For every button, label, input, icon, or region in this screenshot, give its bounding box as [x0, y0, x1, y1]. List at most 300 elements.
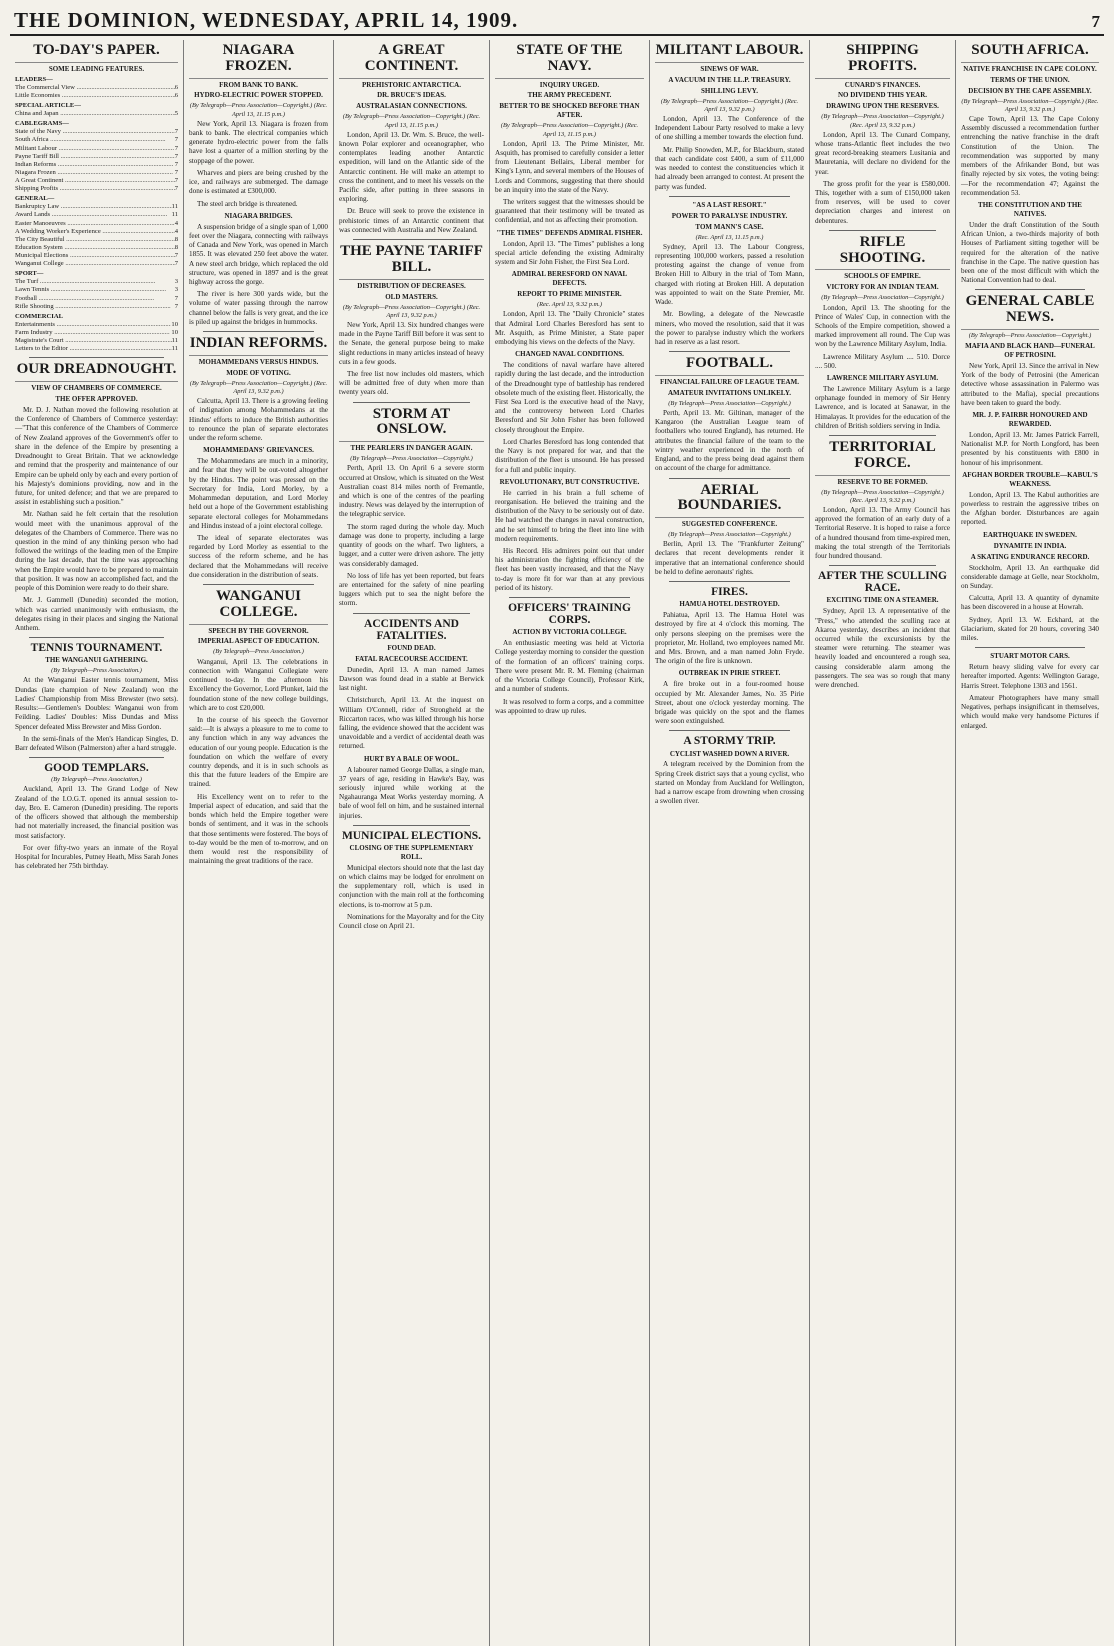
divider	[353, 239, 470, 240]
state-of-navy-subheading: INQUIRY URGED.	[539, 80, 600, 89]
paragraph: London, April 13. Dr. Wm. S. Bruce, the well-known Polar explorer and oceanographer, who contemplates leading another Antarctic expedition, will land on the Atlantic side of the Antarctic continent. He will make an attempt to cross the continent, and to meet his vessels on the Pacific side, after putting in three seasons in exploring.	[339, 130, 484, 204]
contents-entry-page: 8	[174, 235, 178, 243]
payne-tariff-subheading-2: OLD MASTERS.	[385, 292, 438, 301]
paragraph: An enthusiastic meeting was held at Victoria College yesterday morning to consider the question of the formation of an officers' training corps. There were present Mr. R. M. Fleming (chairman of the Victoria College Council), Professor Kirk, and a number of students.	[495, 639, 644, 694]
beresford-body	[495, 310, 644, 347]
accidents-subheading-2: FATAL RACECOURSE ACCIDENT.	[355, 654, 468, 663]
militant-labour-byline: (By Telegraph—Press Association—Copyright.) (Rec. April 13, 9.32 p.m.)	[660, 97, 799, 113]
contents-entry	[15, 128, 178, 136]
last-resort-subheading-2: POWER TO PARALYSE INDUSTRY.	[671, 211, 788, 220]
contents-entry-title: China and Japan .....	[15, 110, 175, 118]
wanganui-college-heading: WANGANUI COLLEGE.	[189, 589, 328, 625]
contents-entry-page: 7	[174, 136, 178, 144]
paragraph: Stockholm, April 13. An earthquake did considerable damage at Gelle, near Stockholm, on Sunday.	[961, 563, 1099, 590]
contents-category: GENERAL—	[15, 195, 55, 203]
divider	[669, 581, 790, 582]
south-africa-subheading-3: DECISION BY THE CAPE ASSEMBLY.	[968, 86, 1092, 95]
contents-entry-page: 3	[174, 278, 178, 286]
dreadnought-subheading-2: THE OFFER APPROVED.	[55, 395, 138, 404]
sculling-race-heading: AFTER THE SCULLING RACE.	[818, 570, 947, 595]
paragraph: A suspension bridge of a single span of 1,000 feet over the Niagara, connecting with railways of Canada and New York, was opened in March 1855. It was elevated 250 feet above the water. A new steel arch bridge, which replaced the old structure, was opened in 1897 and is the great highway across the gorge.	[189, 222, 328, 287]
column-2	[184, 40, 334, 1646]
paragraph: Dunedin, April 13. A man named James Dawson was found dead in a stable at Berwick last night.	[339, 665, 484, 693]
south-africa-subheading-2: TERMS OF THE UNION.	[990, 75, 1070, 84]
contents-entry-page: 4	[174, 219, 178, 227]
contents-entry-title: Indian Reforms .....	[15, 161, 175, 169]
contents-entry-page: 10	[171, 320, 178, 328]
south-africa-byline: (By Telegraph—Press Association—Copyright.) (Rec. April 13, 9.32 p.m.)	[961, 97, 1099, 113]
leading-features-subheading: SOME LEADING FEATURES.	[48, 64, 145, 73]
contents-entry-title: Lawn Tennis .....	[15, 286, 175, 294]
paragraph: The Lawrence Military Asylum is a large orphanage founded in memory of Sir Henry Lawrence, and is located at Sanawar, in the Himalayas. It provides for the education of the children of British soldiers serving in India.	[815, 385, 950, 430]
paragraph: Lord Charles Beresford has long contended that the Navy is not prepared for war, and that the distribution of the fleet is unsound. He has pressed for a full and public inquiry.	[495, 437, 644, 474]
paragraph: Mr. Philip Snowden, M.P., for Blackburn, stated that each candidate cost £400, a sum of £11,000 was needed to contest the constituencies which it had already been arranged to contest. At present the party was funded.	[655, 145, 804, 191]
cable-news-heading: GENERAL CABLE NEWS.	[961, 294, 1099, 330]
changed-conditions-subheading: CHANGED NAVAL CONDITIONS.	[515, 350, 624, 359]
paragraph: Wharves and piers are being crushed by the ice, and railways are submerged. The damage done is estimated at £300,000.	[189, 168, 328, 196]
mohammedans-grievances-subheading: MOHAMMEDANS' GRIEVANCES.	[203, 446, 314, 455]
paragraph: The writers suggest that the witnesses should be guaranteed that their testimony will be treated as confidential, and not as affecting their promotion.	[495, 198, 644, 225]
contents-entry-page: 11	[171, 203, 178, 211]
territorial-force-subheading: RESERVE TO BE FORMED.	[837, 477, 928, 486]
contents-entry-page: 7	[174, 185, 178, 193]
paragraph: For over fifty-two years an inmate of the Royal Hospital for Incurables, Putney Heath, Miss Sarah Jones has celebrated her 75th birthday.	[15, 843, 178, 871]
paragraph: The steel arch bridge is threatened.	[197, 199, 298, 208]
paragraph: Calcutta, April 13. There is a growing feeling of indignation among Mohammedans at the Hindus' efforts to induce the British authorities to renounce the plan of separate electorates under the reform scheme.	[189, 397, 328, 443]
paragraph: Cape Town, April 13. The Cape Colony Assembly discussed a recommendation further entrenching the native franchise in the draft Constitution of the Union. The recommendation was supported by many members of the Afrikander Bond, but was finally rejected by six votes, the voting being:—For the recommendation 47; Against the recommendation 53.	[961, 114, 1099, 197]
paragraph: London, April 13. The Cunard Company, whose trans-Atlantic fleet includes the two great record-breaking steamers Lusitania and Mauretania, will declare no dividend for the year.	[815, 130, 950, 176]
column-5	[650, 40, 810, 1646]
last-resort-byline: (Rec. April 13, 11.15 p.m.)	[695, 233, 764, 241]
contents-entry-page: 6	[174, 83, 178, 91]
shipping-profits-subheading: CUNARD'S FINANCES.	[844, 80, 921, 89]
niagara-body	[189, 120, 328, 209]
column-7	[956, 40, 1104, 1646]
bale-of-wool-body	[339, 766, 484, 821]
contents-category: SPORT—	[15, 270, 44, 278]
football-body	[655, 409, 804, 474]
payne-tariff-heading: THE PAYNE TARIFF BILL.	[339, 244, 484, 280]
advert-heading: STUART MOTOR CARS.	[990, 652, 1070, 661]
shipping-profits-body	[815, 131, 950, 226]
misc-news-body	[961, 564, 1099, 644]
contents-entry	[15, 329, 178, 337]
paragraph: Dr. Bruce will seek to prove the existence in prehistoric times of an Antarctic continent that was connected with Australia and New Zealand.	[339, 207, 484, 234]
contents-entry-title: Easter Manoeuvres .....	[15, 220, 175, 228]
good-templars-body	[15, 785, 178, 871]
stormy-trip-heading: A STORMY TRIP.	[683, 735, 776, 748]
contents-entry-page: 8	[174, 243, 178, 251]
paragraph: The river is here 300 yards wide, but the volume of water passing through the narrow channel below the falls is very great, and the ice is piled up against the bridges in hummocks.	[189, 290, 328, 326]
paragraph: London, April 13. The "Daily Chronicle" states that Admiral Lord Charles Beresford has sent to Mr. Asquith, as Prime Minister, a State paper embodying his views on the defects of the Navy.	[495, 310, 644, 346]
storm-onslow-byline: (By Telegraph—Press Association—Copyright.)	[350, 455, 473, 463]
paragraph: In the course of his speech the Governor said:—It is always a pleasure to me to come to any function which in any way advances the education of our young people. Education is the foundation on which the welfare of every country depends, and it is in such schools as this that the future leaders of the Empire are trained.	[189, 715, 328, 789]
divider	[829, 435, 936, 436]
contents-entry	[15, 286, 178, 294]
indian-reforms-subheading: MOHAMMEDANS VERSUS HINDUS.	[198, 357, 319, 366]
divider	[669, 196, 790, 197]
contents-entry-page: 10	[171, 328, 178, 336]
contents-entry	[15, 295, 178, 303]
paragraph: At the Wanganui Easter tennis tournament, Miss Dundas (late champion of New Zealand) won the Ladies' Championship from Miss Brewster (two sets). Results:—Gentlemen's Doubles: Wanganui won from Feilding. Ladies' Doubles: Miss Dundas and Miss Spencer defeated Miss Brewster and Miss Gordon.	[15, 676, 178, 731]
paragraph: London, April 13. The shooting for the Prince of Wales' Cup, in connection with the Schools of the Empire competition, showed a marked improvement all round. The Cup was won by the Lawrence Military Asylum, India.	[815, 303, 950, 349]
accidents-subheading: FOUND DEAD.	[387, 643, 436, 652]
south-africa-heading: SOUTH AFRICA.	[961, 43, 1099, 63]
contents-entry-page: 11	[171, 211, 178, 219]
south-africa-body	[961, 115, 1099, 198]
divider	[829, 565, 936, 566]
paragraph: Mr. Bowling, a delegate of the Newcastle miners, who moved the resolution, said that it was the power to paralyse industry which the workers had in reserve as a last resort.	[655, 310, 804, 346]
contents-entry	[15, 177, 178, 185]
paragraph: Return heavy sliding valve for every car hereafter imported. Agents: Wellington Garage, Harris Street. Telephone 1303 and 1561.	[961, 663, 1099, 690]
paragraph: Perth, April 13. On April 6 a severe storm occurred at Onslow, which is situated on the West Australian coast 814 miles north of Fremantle, and which is one of the centres of the pearling industry. News was delayed by the interruption of the telegraphic service.	[339, 464, 484, 519]
paragraph: London, April 13. Mr. James Patrick Farrell, Nationalist M.P. for North Longford, has been presented by his constituents with £800 in honour of his imprisonment.	[961, 430, 1099, 467]
contents-entry-title: The Commercial View .....	[15, 84, 175, 92]
contents-entry	[15, 153, 178, 161]
contents-entry-title: Payne Tariff Bill .....	[15, 153, 175, 161]
constitution-natives-subheading: THE CONSTITUTION AND THE NATIVES.	[978, 200, 1082, 218]
territorial-force-byline: (By Telegraph—Press Association—Copyright.) (Rec. April 13, 9.32 p.m.)	[821, 488, 944, 504]
divider	[203, 331, 314, 332]
militant-labour-subheading: SINEWS OF WAR.	[700, 64, 759, 73]
contents-entry-title: State of the Navy .....	[15, 128, 175, 136]
great-continent-byline: (By Telegraph—Press Association—Copyright.) (Rec. April 13, 11.15 p.m.)	[342, 113, 481, 129]
good-templars-heading: GOOD TEMPLARS.	[44, 762, 149, 775]
beresford-subheading-2: REPORT TO PRIME MINISTER.	[517, 290, 622, 299]
beresford-byline: (Rec. April 13, 9.32 p.m.)	[536, 301, 603, 309]
paragraph: Nominations for the Mayoralty and for the City Council close on April 21.	[339, 912, 484, 931]
paragraph: Municipal electors should note that the last day on which claims may be lodged for enrolment on the supplementary roll, which is used in conjunction with the main roll at the forthcoming elections, is to-morrow at 5 p.m.	[339, 863, 484, 909]
payne-tariff-subheading: DISTRIBUTION OF DECREASES.	[357, 281, 466, 290]
football-byline: (By Telegraph—Press Association—Copyright.)	[668, 399, 791, 407]
paragraph: Under the draft Constitution of the South African Union, a two-thirds majority of both Houses of Parliament sitting together will be required for the alteration of the native franchise in the Cape. The native question has been one of the most difficult with which the National Convention had to deal.	[961, 220, 1099, 285]
contents-entry	[15, 220, 178, 228]
contents-entry	[15, 303, 178, 311]
south-africa-subheading: NATIVE FRANCHISE IN CAPE COLONY.	[963, 64, 1097, 73]
indian-reforms-heading: INDIAN REFORMS.	[189, 336, 328, 356]
columns	[10, 40, 1104, 1646]
paragraph: Calcutta, April 13. A quantity of dynamite has been discovered in a house at Howrah.	[961, 594, 1099, 612]
paragraph: London, April 13. The Army Council has approved the formation of an early duty of a Territorial Reserve. It is hoped to raise a force of a hundred thousand from time-expired men, making the total strength of the Territorials four hundred thousand.	[815, 505, 950, 561]
contents-entry-page: 7	[174, 294, 178, 302]
divider	[353, 402, 470, 403]
contents-entry	[15, 260, 178, 268]
contents-entry-page: 5	[174, 110, 178, 118]
state-of-navy-subheading-3: BETTER TO BE SHOCKED BEFORE THAN AFTER.	[499, 102, 640, 120]
contents-entry-title: Shipping Profits .....	[15, 185, 175, 193]
paragraph: No loss of life has yet been reported, but fears are entertained for the safety of nine pearling luggers which put to sea the night before the storm.	[339, 571, 484, 608]
contents-entry	[15, 228, 178, 236]
contents-entry-page: 7	[174, 144, 178, 152]
contents-entry-title: Award Lands .....	[15, 211, 172, 219]
paragraph: The ideal of separate electorates was regarded by Lord Morley as essential to the success of the reform scheme, and he has declared that the Mohammedans will receive due consideration in the distribution of seats.	[189, 533, 328, 579]
afghan-body	[961, 491, 1099, 528]
contents-entry	[15, 236, 178, 244]
last-resort-body	[655, 243, 804, 347]
skating-subheading: A SKATING ENDURANCE RECORD.	[970, 552, 1090, 561]
farrell-subheading: MR. J. P. FAIRBR HONOURED AND REWARDED.	[972, 411, 1088, 429]
stormy-trip-body	[655, 760, 804, 806]
mafia-subheading: MAFIA AND BLACK HAND—FUNERAL OF PETROSINI.	[965, 342, 1095, 360]
state-of-navy-subheading-2: THE ARMY PRECEDENT.	[527, 91, 612, 100]
masthead	[10, 8, 1104, 36]
paragraph: The gross profit for the year is £580,000. This, together with a sum of £150,000 taken from reserves, will be used to cover depreciation charges and interest on debentures.	[815, 179, 950, 225]
contents-category: LEADERS—	[15, 75, 53, 83]
mafia-body	[961, 362, 1099, 408]
municipal-elections-body	[339, 864, 484, 932]
state-of-navy-body	[495, 140, 644, 226]
paragraph: London, April 13. The Prime Minister, Mr. Asquith, has promised to carefully consider a letter from Lieutenant Bellairs, Liberal member for King's Lynn, and several members of the Houses of Lords and Commons, suggesting that there should be an inquiry into the state of the Navy.	[495, 139, 644, 194]
municipal-elections-heading: MUNICIPAL ELECTIONS.	[341, 829, 482, 842]
contents-entry-page: 6	[174, 91, 178, 99]
paragraph: Mr. Nathan said he felt certain that the resolution would meet with the unanimous approval of the delegates of the Chambers of Commerce. There was no question in the mind of any thinking person who had followed the writings of the leading men of the Empire during the last decade, that the time was approaching when the Empire would have to be prepared to maintain that position. It was now an accomplished fact, and the people of this Dominion were ready to do their share.	[15, 510, 178, 593]
contents-entry-title: Magistrate's Court .....	[15, 337, 172, 345]
accidents-body	[339, 666, 484, 752]
divider	[669, 730, 790, 731]
divider	[29, 637, 164, 638]
changed-conditions-body	[495, 361, 644, 475]
contents-entry-title: Militant Labour .....	[15, 145, 175, 153]
contents-entry-page: 4	[174, 227, 178, 235]
paragraph: A labourer named George Dallas, a single man, 37 years of age, residing in Hawke's Bay, was seriously injured while working at the Ngahauranga Meat Works yesterday morning. A bale of wool fell on him, and he sustained internal injuries.	[339, 765, 484, 820]
contents-entry-title: Rifle Shooting .....	[15, 303, 175, 311]
times-defends-body	[495, 240, 644, 268]
niagara-subheading-2: HYDRO-ELECTRIC POWER STOPPED.	[194, 91, 323, 100]
fires-heading: FIRES.	[711, 586, 748, 599]
officers-training-body	[495, 639, 644, 716]
divider	[975, 647, 1085, 648]
divider	[975, 289, 1085, 290]
times-defends-subheading: "THE TIMES" DEFENDS ADMIRAL FISHER.	[496, 228, 643, 237]
territorial-force-body	[815, 506, 950, 561]
paragraph: Lawrence Military Asylum .... 510. Dorce .... 500.	[815, 352, 950, 370]
paragraph: Sydney, April 13. A representative of the "Press," who attended the sculling race at Akaroa yesterday, describes an incident that occurred while the excursionists by the steamer were returning. The steamer was heavily loaded and encountered a rough sea, causing considerable alarm among the passengers. The sea was so rough that many were drenched.	[815, 607, 950, 690]
paragraph: Mr. J. Gammell (Dunedin) seconded the motion, which was carried unanimously with enthusiasm, the delegates rising in their places and singing the National Anthem.	[15, 596, 178, 632]
contents-entry	[15, 278, 178, 286]
indian-reforms-body	[189, 397, 328, 443]
contents-entry	[15, 136, 178, 144]
advert-body	[961, 663, 1099, 731]
masthead-title: THE DOMINION, WEDNESDAY, APRIL 14, 1909.	[14, 8, 519, 32]
paragraph: Perth, April 13. Mr. Giltinan, manager of the Kangaroo (the Australian League team of footballers who toured England), has returned. He attributes the financial failure of the team to the wintry weather experienced in the north of England, and to the press being dead against them on account of the charge for admittance.	[655, 409, 804, 473]
contents-entry	[15, 203, 178, 211]
niagara-subheading: FROM BANK TO BANK.	[219, 80, 298, 89]
contents-entry-page: 7	[174, 260, 178, 268]
contents-category: SPECIAL ARTICLE—	[15, 102, 81, 110]
contents-entry-page: 11	[171, 345, 178, 353]
rifle-shooting-subheading: SCHOOLS OF EMPIRE.	[844, 272, 921, 281]
paragraph: Mr. D. J. Nathan moved the following resolution at the Conference of Chambers of Commerce yesterday:—"That this conference of the Chambers of Commerce of New Zealand approves of the Government's offer to share in the defence of the Empire by presenting a Dreadnought to Great Britain. That we acknowledge and remind that the prosperity and maintenance of our Empire can be upheld only by each and every portion of his Majesty's dominions providing, now and in the future, for united defence; and that we are prepared to assist in establishing such a position."	[15, 405, 178, 507]
aerial-boundaries-subheading: SUGGESTED CONFERENCE.	[681, 520, 778, 529]
contents-entry-page: 3	[174, 286, 178, 294]
contents-entry-title: A Great Continent .....	[15, 177, 175, 185]
contents-entry-page: 7	[174, 177, 178, 185]
paragraph: London, April 13. The Conference of the Independent Labour Party resolved to make a levy of one shilling a member towards the election fund.	[655, 114, 804, 142]
football-subheading-2: AMATEUR INVITATIONS UNLIKELY.	[668, 388, 791, 397]
shipping-profits-subheading-2: NO DIVIDEND THIS YEAR.	[837, 91, 928, 100]
paragraph: Sydney, April 13. The Labour Congress, representing 100,000 workers, passed a resolution protesting against the change of venue from Broken Hill to Albury in the trial of Tom Mann, charged with rioting at Broken Hill. A deputation was appointed to wait on the State Premier, Mr. Wade.	[655, 242, 804, 307]
last-resort-subheading: "AS A LAST RESORT."	[692, 200, 767, 209]
contents-entry-page: 7	[174, 252, 178, 259]
contents-list	[15, 76, 178, 354]
contents-entry-title: Farm Industry .....	[15, 329, 171, 337]
contents-entry	[15, 84, 178, 92]
revolutionary-body	[495, 489, 644, 593]
paragraph: In the semi-finals of the Men's Handicap Singles, D. Barr defeated Wilson (Palmerston) after a hard struggle.	[15, 734, 178, 752]
divider	[669, 478, 790, 479]
niagara-bridges-body	[189, 223, 328, 327]
militant-labour-heading: MILITANT LABOUR.	[655, 43, 804, 63]
contents-entry	[15, 110, 178, 118]
contents-entry	[15, 211, 178, 219]
paragraph: The conditions of naval warfare have altered rapidly during the last decade, and the introduction of the Dreadnought type of battleship has rendered obsolete much of the existing fleet. Historically, the First Sea Lord is the executive head of the Navy, and the controversy between Lord Charles Beresford and Sir John Fisher has been followed closely throughout the Empire.	[495, 361, 644, 434]
paragraph: A fire broke out in a four-roomed house occupied by Mr. Alexander James, No. 35 Pirie Street, about one o'clock yesterday morning. The brigade was quickly on the spot and the flames were soon extinguished.	[655, 680, 804, 726]
farrell-body	[961, 431, 1099, 468]
tennis-body	[15, 676, 178, 753]
divider	[203, 584, 314, 585]
accidents-heading: ACCIDENTS AND FATALITIES.	[364, 617, 459, 642]
pirie-street-subheading: OUTBREAK IN PIRIE STREET.	[678, 669, 781, 678]
contents-entry	[15, 244, 178, 252]
paragraph: Christchurch, April 13. At the inquest on William O'Connell, rider of Strongheld at the Riccarton races, who was killed through his horse falling, the evidence showed that the accident was unavoidable and a verdict of accidental death was returned.	[339, 696, 484, 751]
divider	[829, 230, 936, 231]
paragraph: New York, April 13. Since the arrival in New York of the body of Petrosini (the American detective whose assassination in Palermo was attributed to the Mafia), special precautions have been taken to guard the body.	[961, 361, 1099, 407]
contents-entry	[15, 252, 178, 260]
paragraph: Sydney, April 13. W. Eckhard, at the Glaciarium, skated for 20 hours, covering 340 miles.	[961, 615, 1099, 643]
contents-entry	[15, 161, 178, 169]
paragraph: His Record. His admirers point out that under his administration the fighting efficiency of the fleet has been vastly increased, and that the Navy to-day is more fit for war than at any previous period of its history.	[495, 547, 644, 592]
state-of-navy-heading: STATE OF THE NAVY.	[495, 43, 644, 79]
contents-entry-page: 7	[174, 152, 178, 160]
last-resort-subheading-3: TOM MANN'S CASE.	[695, 222, 764, 231]
militant-labour-subheading-3: SHILLING LEVY.	[701, 86, 758, 95]
paragraph: Wanganui, April 13. The celebrations in connection with Wanganui Collegiate were continued to-day. In the afternoon his Excellency the Governor, Lord Plunket, laid the foundation stone of the new college buildings, which are to cost £20,000.	[189, 657, 328, 712]
paragraph: London, April 13. The Kabul authorities are powerless to restrain the aggressive tribes on the Afghan border. Disturbances are again reported.	[961, 490, 1099, 527]
indian-reforms-subheading-2: MODE OF VOTING.	[226, 368, 291, 377]
pirie-street-body	[655, 680, 804, 726]
contents-entry	[15, 337, 178, 345]
dreadnought-subheading: VIEW OF CHAMBERS OF COMMERCE.	[31, 384, 162, 393]
column-3	[334, 40, 490, 1646]
contents-entry-title: Education System .....	[15, 244, 175, 252]
wanganui-college-byline: (By Telegraph—Press Association.)	[213, 648, 304, 656]
contents-entry-title: Little Economies .....	[15, 92, 175, 100]
contents-entry-page: 11	[171, 337, 178, 345]
great-continent-body	[339, 131, 484, 235]
paragraph: His Excellency went on to refer to the Imperial aspect of education, and said that the bonds which held the Empire together were bonds of sentiment, and it was in the schools that those sentiments were fostered. The boys of to-day would be the men of to-morrow, and on them would rest the responsibility of maintaining the great traditions of the race.	[189, 792, 328, 866]
tennis-heading: TENNIS TOURNAMENT.	[30, 642, 163, 655]
fires-subheading: HAMUA HOTEL DESTROYED.	[679, 600, 780, 609]
sculling-race-body	[815, 607, 950, 690]
contents-entry-page: 7	[174, 168, 178, 176]
militant-labour-subheading-2: A VACUUM IN THE I.L.P. TREASURY.	[668, 75, 791, 84]
divider	[669, 351, 790, 352]
rifle-shooting-byline: (By Telegraph—Press Association—Copyright.)	[821, 294, 944, 302]
niagara-heading: NIAGARA FROZEN.	[189, 43, 328, 79]
contents-entry-title: Bankruptcy Law .....	[15, 203, 172, 211]
paragraph: The storm raged during the whole day. Much damage was done to property, including a large quantity of goods on the wharf. Two lighters, a lugger, and a cutter were driven ashore. The jetty was considerably damaged.	[339, 522, 484, 568]
dreadnought-heading: OUR DREADNOUGHT.	[15, 362, 178, 382]
lawrence-asylum-subheading: LAWRENCE MILITARY ASYLUM.	[826, 374, 939, 383]
tennis-byline: (By Telegraph—Press Association.)	[51, 667, 142, 675]
shipping-profits-subheading-3: DRAWING UPON THE RESERVES.	[826, 102, 939, 111]
wanganui-college-subheading: SPEECH BY THE GOVERNOR.	[208, 626, 309, 635]
football-subheading: FINANCIAL FAILURE OF LEAGUE TEAM.	[660, 377, 799, 386]
aerial-boundaries-body	[655, 540, 804, 577]
storm-onslow-heading: STORM AT ONSLOW.	[339, 407, 484, 443]
contents-entry-title: Niagara Frozen .....	[15, 169, 175, 177]
paragraph: The Mohammedans are much in a minority, and fear that they will be out-voted altogether by the Hindus. The point was pressed on the Secretary for India, Lord Morley, by a Mohammedan deputation, and Lord Morley held out a hope of the Government establishing separate electoral colleges for Mohammedans and Hindus instead of a joint electoral college.	[189, 457, 328, 530]
contents-entry-title: Letters to the Editor .....	[15, 345, 172, 353]
contents-entry-title: A Wedding Worker's Experience .....	[15, 228, 175, 236]
contents-entry-title: Municipal Elections .....	[15, 252, 175, 260]
niagara-byline: (By Telegraph—Press Association—Copyright.) (Rec. April 13, 11.15 p.m.)	[189, 102, 328, 118]
fires-body	[655, 611, 804, 666]
storm-onslow-subheading: THE PEARLERS IN DANGER AGAIN.	[350, 444, 473, 453]
contents-entry	[15, 321, 178, 329]
afghan-subheading: AFGHAN BORDER TROUBLE—KABUL'S WEAKNESS.	[962, 470, 1098, 488]
revolutionary-subheading: REVOLUTIONARY, BUT CONSTRUCTIVE.	[499, 477, 640, 486]
aerial-boundaries-byline: (By Telegraph—Press Association—Copyright.)	[668, 531, 791, 539]
dreadnought-body	[15, 406, 178, 633]
paragraph: He carried in his brain a full scheme of reorganisation. He believed the training and the distribution of the Navy to be seriously out of date. He had watched the changes in naval construction, and he set himself to bring the fleet into line with modern requirements.	[495, 488, 644, 543]
page-number: 7	[1091, 12, 1100, 31]
paragraph: A telegram received by the Dominion from the Spring Creek district says that a young cyclist, who started on Monday from Auckland for Wellington, had a narrow escape from drowning when crossing a swollen river.	[655, 760, 804, 806]
contents-entry-title: Football .....	[15, 295, 175, 303]
beresford-subheading: ADMIRAL BERESFORD ON NAVAL DEFECTS.	[511, 270, 628, 288]
officers-training-heading: OFFICERS' TRAINING CORPS.	[508, 602, 631, 627]
territorial-force-heading: TERRITORIAL FORCE.	[815, 440, 950, 476]
contents-entry-page: 7	[174, 302, 178, 310]
column-6	[810, 40, 956, 1646]
state-of-navy-byline: (By Telegraph—Press Association—Copyright.) (Rec. April 13, 11.15 p.m.)	[500, 122, 639, 138]
lawrence-asylum-body	[815, 385, 950, 431]
officers-training-subheading: ACTION BY VICTORIA COLLEGE.	[512, 628, 627, 637]
cable-news-byline: (By Telegraph—Press Association—Copyright.)	[968, 331, 1092, 339]
paragraph: New York, April 13. Niagara is frozen from bank to bank. The electrical companies which generate hydro-electric power from the falls have lost a quarter of a million sterling by the stoppage of the power.	[189, 119, 328, 165]
contents-entry-title: The City Beautiful .....	[15, 236, 175, 244]
contents-category: CABLEGRAMS—	[15, 120, 69, 128]
paragraph: London, April 13. "The Times" publishes a long special article defending the existing Admiralty system and Sir John Fisher, the First Sea Lord.	[495, 239, 644, 267]
divider	[29, 757, 164, 758]
tennis-subheading: THE WANGANUI GATHERING.	[45, 656, 148, 665]
divider	[353, 825, 470, 826]
paragraph: Berlin, April 13. The "Frankfurter Zeitung" declares that recent developments render it imperative that an international conference should be held to define aeronauts' rights.	[655, 540, 804, 576]
good-templars-byline: (By Telegraph—Press Association.)	[51, 776, 142, 784]
shipping-profits-byline: (By Telegraph—Press Association—Copyright.) (Rec. April 13, 9.32 p.m.)	[821, 113, 944, 129]
column-1	[10, 40, 184, 1646]
contents-entry-title: South Africa .....	[15, 136, 175, 144]
rifle-shooting-heading: RIFLE SHOOTING.	[815, 235, 950, 271]
payne-tariff-body	[339, 321, 484, 398]
contents-entry-page: 7	[174, 128, 178, 136]
militant-labour-body	[655, 115, 804, 192]
contents-entry	[15, 185, 178, 193]
paragraph: Pahiatua, April 13. The Hamua Hotel was destroyed by fire at 4 o'clock this morning. The only persons sleeping on the premises were the proprietor, Mr. Holland, two employees named Mr. and Mrs. Brown, and a man named John Fryde. The origin of the fire is unknown.	[655, 611, 804, 666]
paragraph: Auckland, April 13. The Grand Lodge of New Zealand of the I.O.G.T. opened its annual session to-day, Bro. E. Cameron (Dunedin) presiding. The reports of the officers showed that although the membership had not materially increased, the financial position was most satisfactory.	[15, 785, 178, 840]
indian-reforms-byline: (By Telegraph—Press Association—Copyright.) (Rec. April 13, 9.32 p.m.)	[189, 379, 328, 395]
sculling-race-subheading: EXCITING TIME ON A STEAMER.	[826, 596, 939, 605]
dynamite-subheading: DYNAMITE IN INDIA.	[993, 541, 1067, 550]
niagara-bridges-subheading: NIAGARA BRIDGES.	[224, 211, 293, 220]
payne-tariff-byline: (By Telegraph—Press Association—Copyright.) (Rec. April 13, 9.32 p.m.)	[342, 303, 481, 319]
rifle-shooting-subheading-2: VICTORY FOR AN INDIAN TEAM.	[826, 283, 939, 292]
municipal-elections-subheading: CLOSING OF THE SUPPLEMENTARY ROLL.	[349, 843, 474, 861]
divider	[353, 613, 470, 614]
great-continent-subheading-2: DR. BRUCE'S IDEAS.	[377, 91, 446, 100]
mohammedans-grievances-body	[189, 457, 328, 580]
contents-entry-title: The Turf .....	[15, 278, 175, 286]
